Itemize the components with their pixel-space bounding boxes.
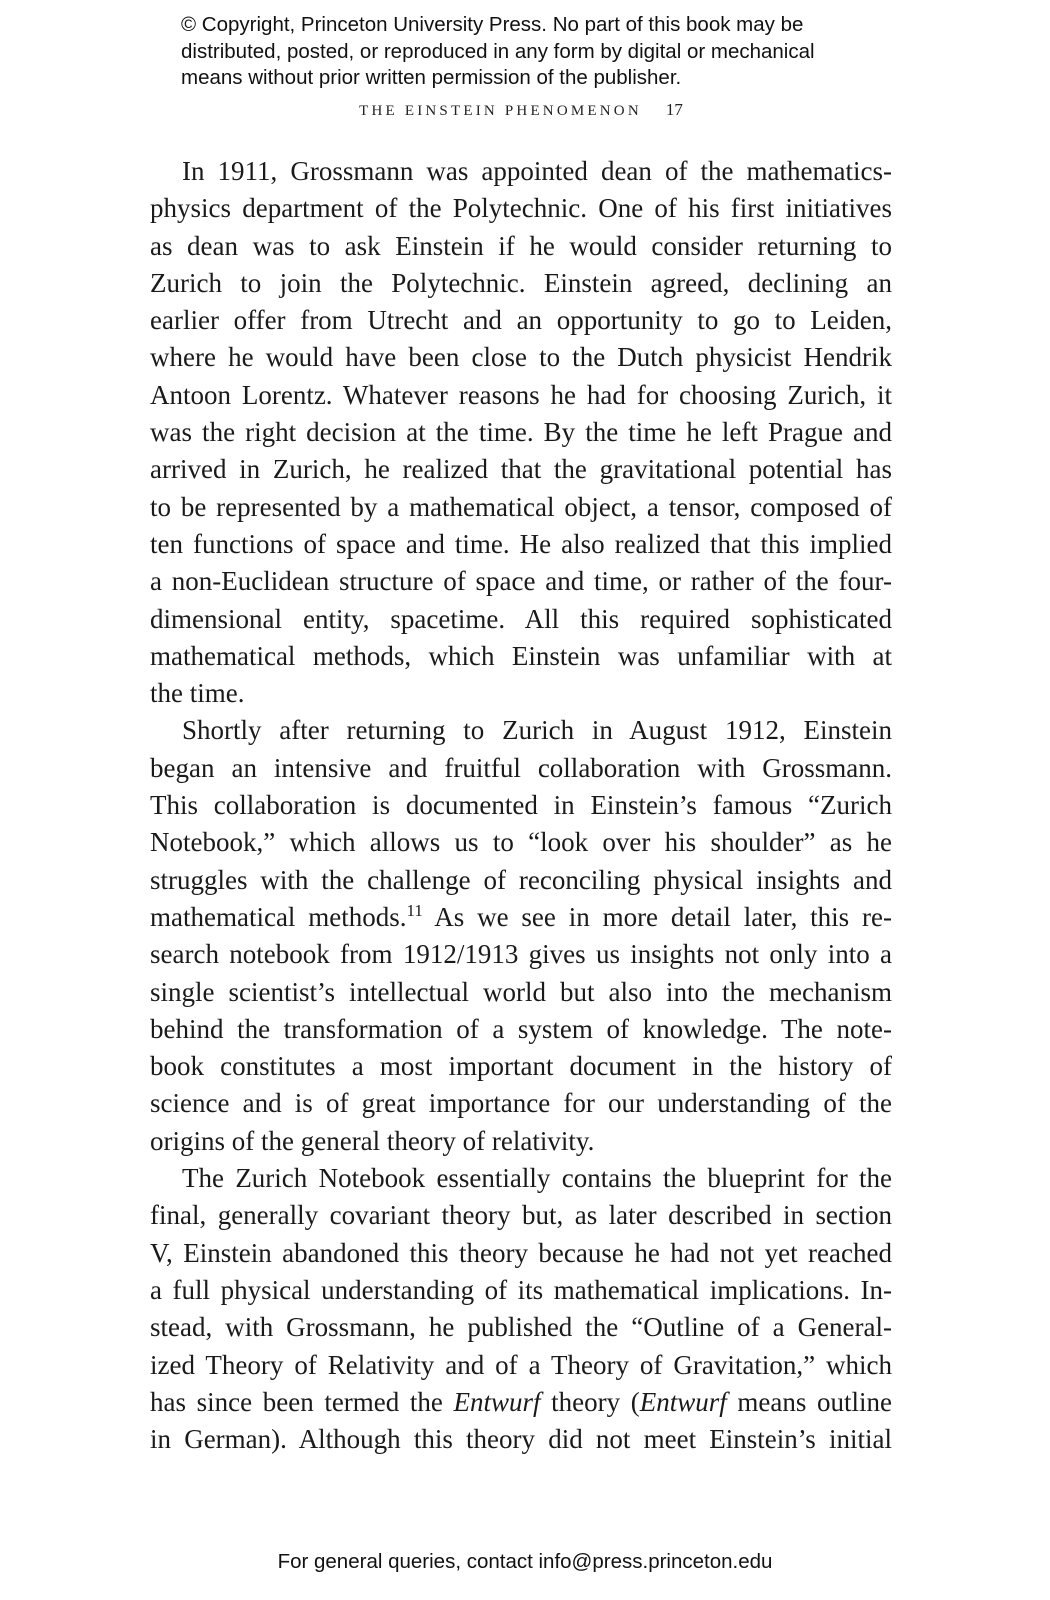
- text-line: ized Theory of Relativity and of a Theory of Gravitation,” which: [150, 1349, 892, 1380]
- text-line: in German). Although this theory did not meet Einstein’s initial: [150, 1424, 892, 1455]
- copyright-line: distributed, posted, or reproduced in any form by digital or mechanical: [181, 39, 815, 63]
- running-head: [150, 100, 892, 120]
- text-line: stead, with Grossmann, he published the “Outline of a General-: [150, 1312, 892, 1343]
- text-line-with-italics: [150, 1384, 892, 1421]
- text-line: origins of the general theory of relativity.: [150, 1125, 595, 1156]
- text-line: search notebook from 1912/1913 gives us insights not only into a: [150, 939, 892, 970]
- text-line: as dean was to ask Einstein if he would consider returning to: [150, 230, 892, 261]
- text-segment: theory (: [540, 1386, 640, 1417]
- text-line: a non-Euclidean structure of space and time, or rather of the four-: [150, 566, 892, 597]
- text-line: began an intensive and fruitful collaboration with Grossmann.: [150, 752, 892, 783]
- text-line: In 1911, Grossmann was appointed dean of the mathematics-: [182, 156, 892, 186]
- text-line: was the right decision at the time. By the time he left Prague and: [150, 417, 892, 448]
- running-head-title: THE EINSTEIN PHENOMENON: [359, 103, 642, 119]
- text-line: V, Einstein abandoned this theory because he had not yet reached: [150, 1237, 892, 1268]
- text-line: Zurich to join the Polytechnic. Einstein agreed, declining an: [150, 267, 892, 298]
- text-segment: As we see in more detail later, this re-: [422, 901, 892, 932]
- text-line: single scientist’s intellectual world but also into the mechanism: [150, 976, 892, 1007]
- italic-term: Entwurf: [453, 1386, 541, 1417]
- page-number: 17: [665, 100, 683, 119]
- text-line: struggles with the challenge of reconciling physical insights and: [150, 864, 892, 895]
- text-line: mathematical methods, which Einstein was unfamiliar with at: [150, 640, 892, 671]
- text-line: the time.: [150, 678, 245, 709]
- text-segment: has since been termed the: [150, 1386, 454, 1417]
- text-line: science and is of great importance for our understanding of the: [150, 1088, 892, 1119]
- italic-term: Entwurf: [639, 1386, 727, 1417]
- text-segment: mathematical methods.: [150, 901, 407, 932]
- footnote-marker[interactable]: 11: [406, 900, 423, 920]
- text-line: Shortly after returning to Zurich in August 1912, Einstein: [182, 715, 892, 746]
- text-line: behind the transformation of a system of knowledge. The note-: [150, 1013, 892, 1044]
- text-line: earlier offer from Utrecht and an opportunity to go to Leiden,: [150, 305, 892, 336]
- text-line: This collaboration is documented in Einstein’s famous “Zurich: [150, 790, 892, 821]
- text-line: The Zurich Notebook essentially contains the blueprint for the: [182, 1163, 892, 1194]
- copyright-notice: [181, 12, 901, 92]
- text-line: to be represented by a mathematical object, a tensor, composed of: [150, 491, 892, 522]
- text-line: ten functions of space and time. He also realized that this implied: [150, 528, 892, 559]
- text-line: physics department of the Polytechnic. One of his first initiatives: [150, 193, 892, 224]
- text-line: dimensional entity, spacetime. All this required sophisticated: [150, 603, 892, 634]
- text-line: arrived in Zurich, he realized that the gravitational potential has: [150, 454, 892, 485]
- footer-contact: For general queries, contact info@press.princeton.edu: [277, 1550, 773, 1573]
- text-line: book constitutes a most important document in the history of: [150, 1051, 892, 1082]
- copyright-line: means without prior written permission of the publisher.: [181, 66, 682, 89]
- text-line: Antoon Lorentz. Whatever reasons he had for choosing Zurich, it: [150, 379, 892, 410]
- body-text: [150, 153, 892, 1458]
- text-segment: means outline: [726, 1386, 893, 1417]
- text-line: Notebook,” which allows us to “look over his shoulder” as he: [150, 827, 892, 858]
- text-line-with-note: [150, 899, 892, 936]
- text-line: a full physical understanding of its mathematical implications. In-: [150, 1274, 892, 1305]
- text-line: where he would have been close to the Dutch physicist Hendrik: [150, 342, 892, 373]
- copyright-line: © Copyright, Princeton University Press. No part of this book may be: [181, 13, 804, 36]
- text-line: final, generally covariant theory but, as later described in section: [150, 1200, 892, 1231]
